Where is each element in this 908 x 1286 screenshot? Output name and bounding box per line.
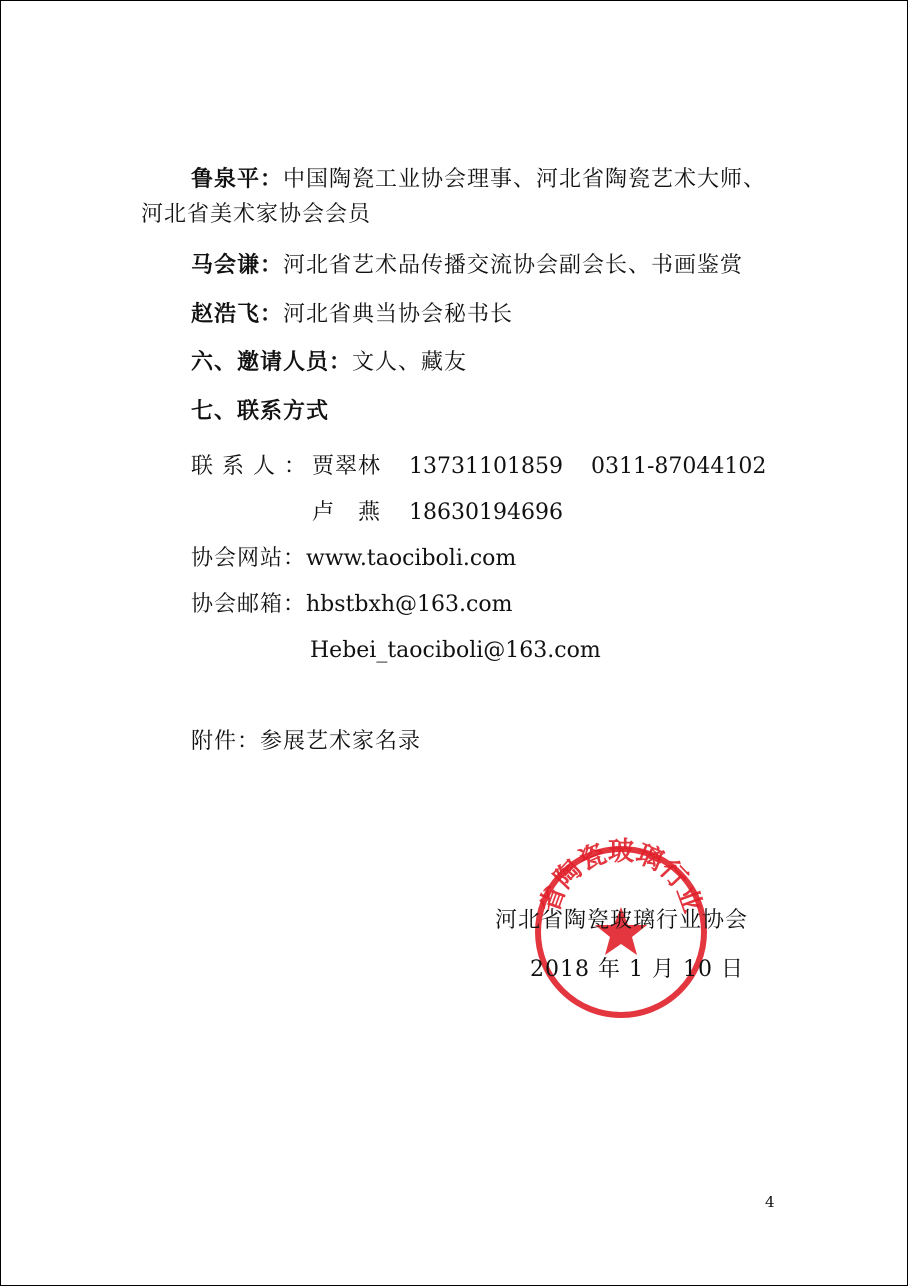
person-name-3: 赵浩飞： — [191, 301, 284, 327]
person-name-2: 马会谦： — [191, 252, 284, 278]
website-link[interactable]: www.taociboli.com — [306, 546, 517, 571]
seal-text: 省陶瓷玻璃行业 — [534, 837, 708, 917]
attachment-label: 附件： — [191, 729, 261, 754]
attachment-value: 参展艺术家名录 — [260, 729, 422, 754]
person-line-2 — [191, 254, 743, 277]
signature-org: 河北省陶瓷玻璃行业协会 — [495, 908, 749, 933]
email-label: 协会邮箱： — [191, 592, 307, 617]
contact-1-phone: 0311-87044102 — [591, 454, 767, 479]
contact-2-name: 卢燕 — [312, 500, 405, 525]
attachment-line — [191, 731, 421, 753]
person-name-1: 鲁泉平： — [191, 166, 284, 192]
website-label: 协会网站： — [191, 546, 307, 571]
contact-1-name: 贾翠林 — [312, 454, 382, 479]
email-link-1[interactable]: hbstbxh@163.com — [306, 592, 513, 617]
person-line-1 — [191, 168, 766, 191]
person-desc-3: 河北省典当协会秘书长 — [283, 302, 514, 327]
contact-label: 联系人： — [191, 454, 316, 479]
signature-date: 2018 年 1 月 10 日 — [530, 957, 744, 982]
section-six-text: 文人、藏友 — [352, 350, 468, 375]
contact-1-mobile: 13731101859 — [409, 454, 563, 479]
section-seven-heading: 七、联系方式 — [191, 398, 330, 424]
section-six — [191, 351, 467, 374]
section-six-heading: 六、邀请人员： — [191, 349, 353, 375]
person-desc-1-cont: 河北省美术家协会会员 — [141, 202, 372, 227]
svg-text:河北省陶瓷玻璃行业协会 — [497, 804, 707, 917]
person-desc-1: 中国陶瓷工业协会理事、河北省陶瓷艺术大师、 — [283, 167, 767, 192]
page-number: 4 — [765, 1193, 776, 1211]
contact-2-mobile: 18630194696 — [409, 500, 563, 525]
email-link-2[interactable]: Hebei_taociboli@163.com — [310, 638, 601, 663]
person-line-3 — [191, 303, 513, 326]
website-line — [191, 548, 516, 570]
email-line — [191, 594, 512, 616]
person-desc-2: 河北省艺术品传播交流协会副会长、书画鉴赏 — [283, 253, 744, 278]
